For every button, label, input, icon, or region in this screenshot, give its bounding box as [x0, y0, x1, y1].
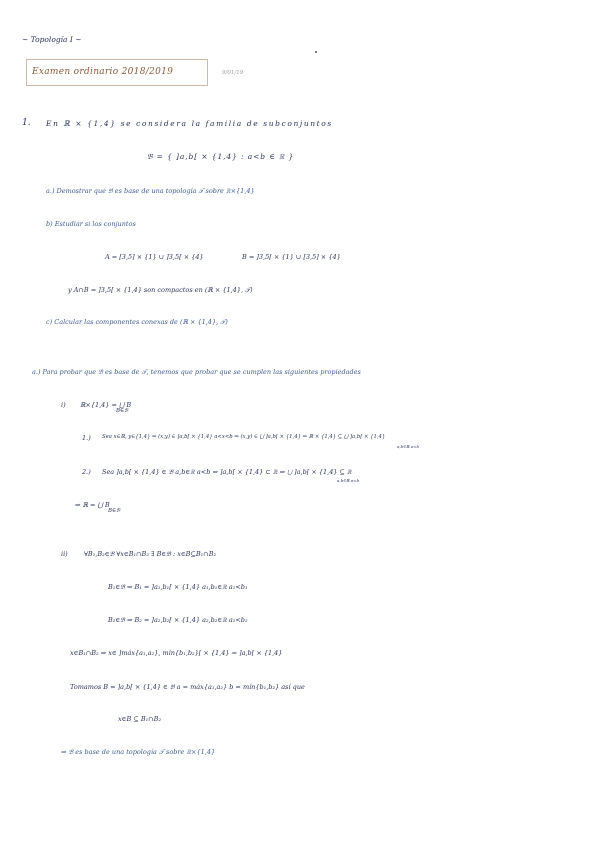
prop-ii-label: ii): [61, 550, 68, 558]
problem-part-b: b) Estudiar si los conjuntos: [46, 220, 136, 228]
prop-ii-conclusion: x∈B ⊆ B₁∩B₂: [118, 715, 162, 723]
ink-dot: [315, 51, 317, 53]
notes-title: ~ Topología I ~: [22, 35, 82, 44]
problem-statement: En ℝ × {1,4} se considera la familia de subconjuntos: [46, 119, 333, 128]
prop-i-conclusion-subscript: B∈𝔅: [108, 508, 121, 514]
exam-title: Examen ordinario 2018/2019: [32, 67, 174, 77]
prop-i1-text: Sea x∈ℝ, y∈{1,4} ⇒ (x,y) ∈ ]a,b[ × {1,4} a<x<b ⇒ (x,y) ∈ ⋃ ]a,b[ × {1,4} ⇒ ℝ × {1,4} ⊆ ⋃ ]a,b[ × {1,4}: [102, 434, 386, 440]
prop-i2-subscript: a,b∈ℝ a<b: [337, 478, 360, 483]
set-a: A = [3,5] × {1} ∪ ]3,5[ × {4}: [105, 253, 204, 261]
final-conclusion: ⇒ 𝔅 es base de una topología 𝒯 sobre ℝ×{1,4}: [61, 748, 216, 756]
prop-i-statement: ℝ×{1,4} = ⋃ B: [80, 401, 132, 409]
problem-family: 𝔅 = { ]a,b[ × {1,4} : a<b ∈ ℝ }: [147, 152, 295, 161]
prop-ii-b2: B₂∈𝔅 ⇒ B₂ = ]a₂,b₂[ × {1,4} a₂,b₂∈ℝ a₂<b₂: [108, 616, 248, 624]
prop-ii-take: Tomamos B = ]a,b[ × {1,4} ∈ 𝔅 a = máx{a₁,a₂} b = mín{b₁,b₂} así que: [70, 683, 305, 691]
problem-part-b-end: y A∩B = ]3,5[ × {1,4} son compactos en (ℝ × {1,4}, 𝒯): [68, 286, 253, 294]
prop-i1-number: 1.): [82, 434, 91, 442]
prop-i-label: i): [61, 401, 66, 409]
prop-i-subscript: B∈𝔅: [116, 408, 129, 414]
prop-i2-text: Sea ]a,b[ × {1,4} ∈ 𝔅 a,b∈ℝ a<b ⇒ ]a,b[ × {1,4} ⊂ ℝ ⇒ ⋃ ]a,b[ × {1,4} ⊆ ℝ: [102, 468, 352, 476]
prop-i1-subscript: a,b∈ℝ a<b: [397, 444, 420, 449]
prop-ii-b1: B₁∈𝔅 ⇒ B₁ = ]a₁,b₁[ × {1,4} a₁,b₁∈ℝ a₁<b₁: [108, 583, 248, 591]
solution-intro: a.) Para probar que 𝔅 es base de 𝒯, tenemos que probar que se cumplen las siguientes propiedades: [32, 368, 361, 376]
prop-i-conclusion: ⇒ ℝ = ⋃ B: [75, 501, 110, 509]
problem-part-c: c) Calcular las componentes conexas de (ℝ × {1,4}, 𝒯): [46, 318, 228, 326]
prop-ii-intersection: x∈B₁∩B₂ ⇒ x∈ ]máx{a₁,a₂}, mín{b₁,b₂}[ × {1,4} = ]a,b[ × {1,4}: [70, 649, 283, 657]
prop-i2-number: 2.): [82, 468, 91, 476]
problem-part-a: a.) Demostrar que 𝔅 es base de una topología 𝒯 sobre ℝ×{1,4}: [46, 187, 255, 195]
prop-ii-statement: ∀B₁,B₂∈𝔅 ∀x∈B₁∩B₂ ∃ B∈𝔅 : x∈B⊆B₁∩B₂: [84, 550, 217, 558]
exam-date: 9/01/19: [222, 70, 244, 76]
problem-number: 1.: [22, 118, 31, 128]
set-b: B = ]3,5[ × {1} ∪ [3,5] × {4}: [242, 253, 341, 261]
